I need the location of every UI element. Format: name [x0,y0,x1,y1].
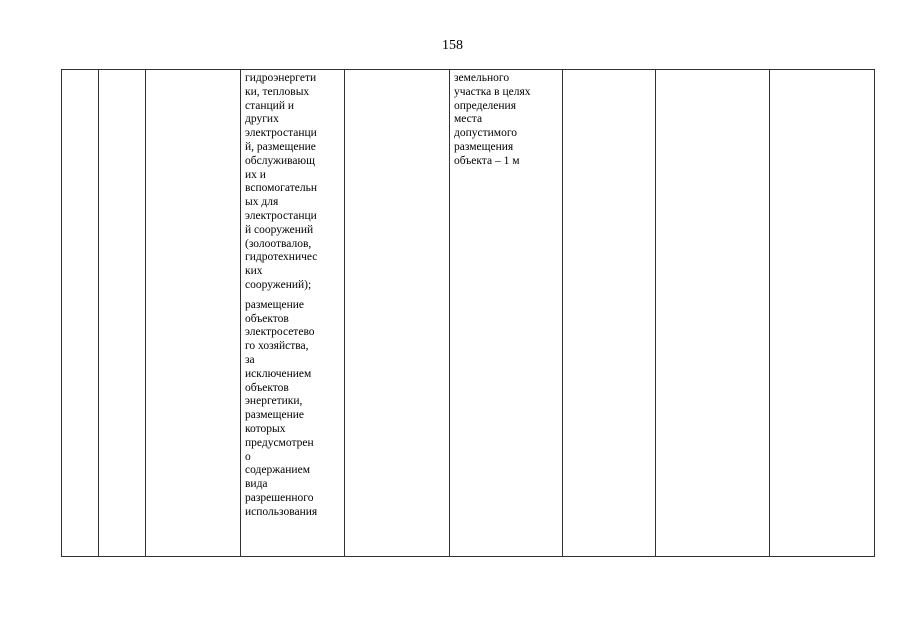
table-cell-col-3 [146,70,241,557]
table-row [62,70,875,557]
table-cell-col-1 [62,70,99,557]
table-cell-col-9 [770,70,875,557]
permitted-use-paragraph-1: гидроэнергети ки, тепловых станций и других электростанци й, размещение обслуживающ их и вспомогательн ых для электростанци й сооружений (золоотвалов, гидротехничес ких сооружений); [245,72,318,291]
regulations-table [61,69,875,557]
table-cell-col-5 [345,70,450,557]
table-cell-setback-text [450,70,563,557]
page-number: 158 [442,38,463,53]
table-cell-permitted-use [241,70,345,557]
table-cell-col-7 [563,70,656,557]
setback-text: земельного участка в целях определения места допустимого размещения объекта – 1 м [454,72,531,167]
table-cell-col-2 [99,70,146,557]
table-cell-col-8 [656,70,770,557]
permitted-use-paragraph-2: размещение объектов электросетево го хозяйства, за исключением объектов энергетики, размещение которых предусмотрен о содержанием вида разрешенного использования [245,298,318,518]
